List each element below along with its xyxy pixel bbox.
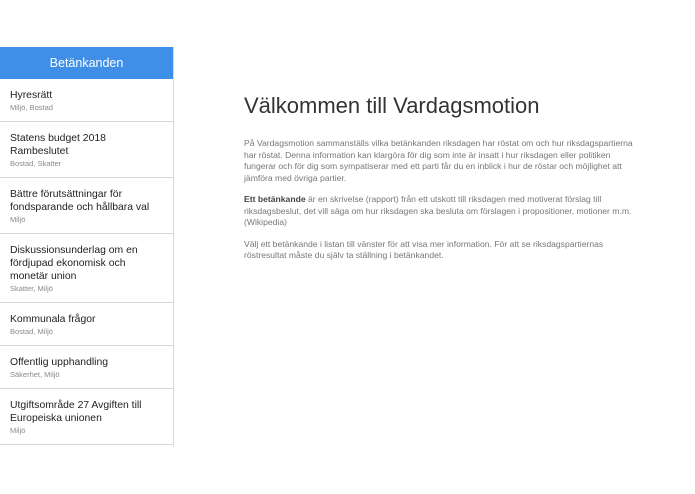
definition-paragraph [244, 194, 634, 229]
instructions-paragraph [244, 239, 634, 262]
intro-text: På Vardagsmotion sammanställs vilka betänkanden riksdagen har röstat om och hur riksdagspartierna har röstat. Denna information kan klargöra för dig som inte är insatt i hur riksdagen eller politiken fungerar och för dig som sympatiserar med ett parti får du en inblick i hur de röstar och möjlighet att jämföra med övriga partier. [244, 138, 633, 183]
instructions-text: Välj ett betänkande i listan till vänster för att visa mer information. För att se riksdagspartiernas röstresultat måste du själv ta ställning i betänkandet. [244, 238, 604, 260]
report-list-item[interactable] [0, 346, 173, 389]
definition-term: Ett betänkande [244, 194, 306, 204]
report-tags: Miljö [10, 426, 26, 435]
report-title: Hyresrätt [10, 90, 53, 101]
report-list-item[interactable] [0, 303, 173, 346]
report-tags: Bostad, Miljö [10, 327, 53, 336]
report-list [0, 79, 173, 445]
report-tags: Miljö, Bostad [10, 103, 53, 112]
sidebar [0, 47, 174, 447]
report-list-item[interactable] [0, 389, 173, 445]
report-title: Statens budget 2018 Rambeslutet [10, 133, 106, 157]
report-list-item[interactable] [0, 178, 173, 234]
page-title: Välkommen till Vardagsmotion [244, 93, 540, 118]
report-title: Kommunala frågor [10, 314, 96, 325]
sidebar-header: Betänkanden [0, 47, 173, 79]
report-title: Utgiftsområde 27 Avgiften till Europeiska unionen [10, 400, 142, 424]
report-title: Bättre förutsättningar för fondsparande och hållbara val [10, 189, 150, 213]
report-list-item[interactable] [0, 79, 173, 122]
report-tags: Bostad, Skatter [10, 159, 62, 168]
report-tags: Miljö [10, 215, 26, 224]
report-title: Diskussionsunderlag om en fördjupad ekonomisk och monetär union [10, 245, 138, 282]
report-list-item[interactable] [0, 234, 173, 303]
report-tags: Säkerhet, Miljö [10, 370, 60, 379]
definition-text: är en skrivelse (rapport) från ett utskott till riksdagen med motiverat förslag till riksdagsbeslut, det vill säga om hur riksdagen ska besluta om förslagen i propositioner, motioner m.m. (Wikipedia) [244, 194, 632, 227]
report-tags: Skatter, Miljö [10, 284, 53, 293]
report-title: Offentlig upphandling [10, 357, 109, 368]
report-list-item[interactable] [0, 122, 173, 178]
intro-paragraph [244, 138, 634, 184]
main-content [244, 92, 634, 272]
